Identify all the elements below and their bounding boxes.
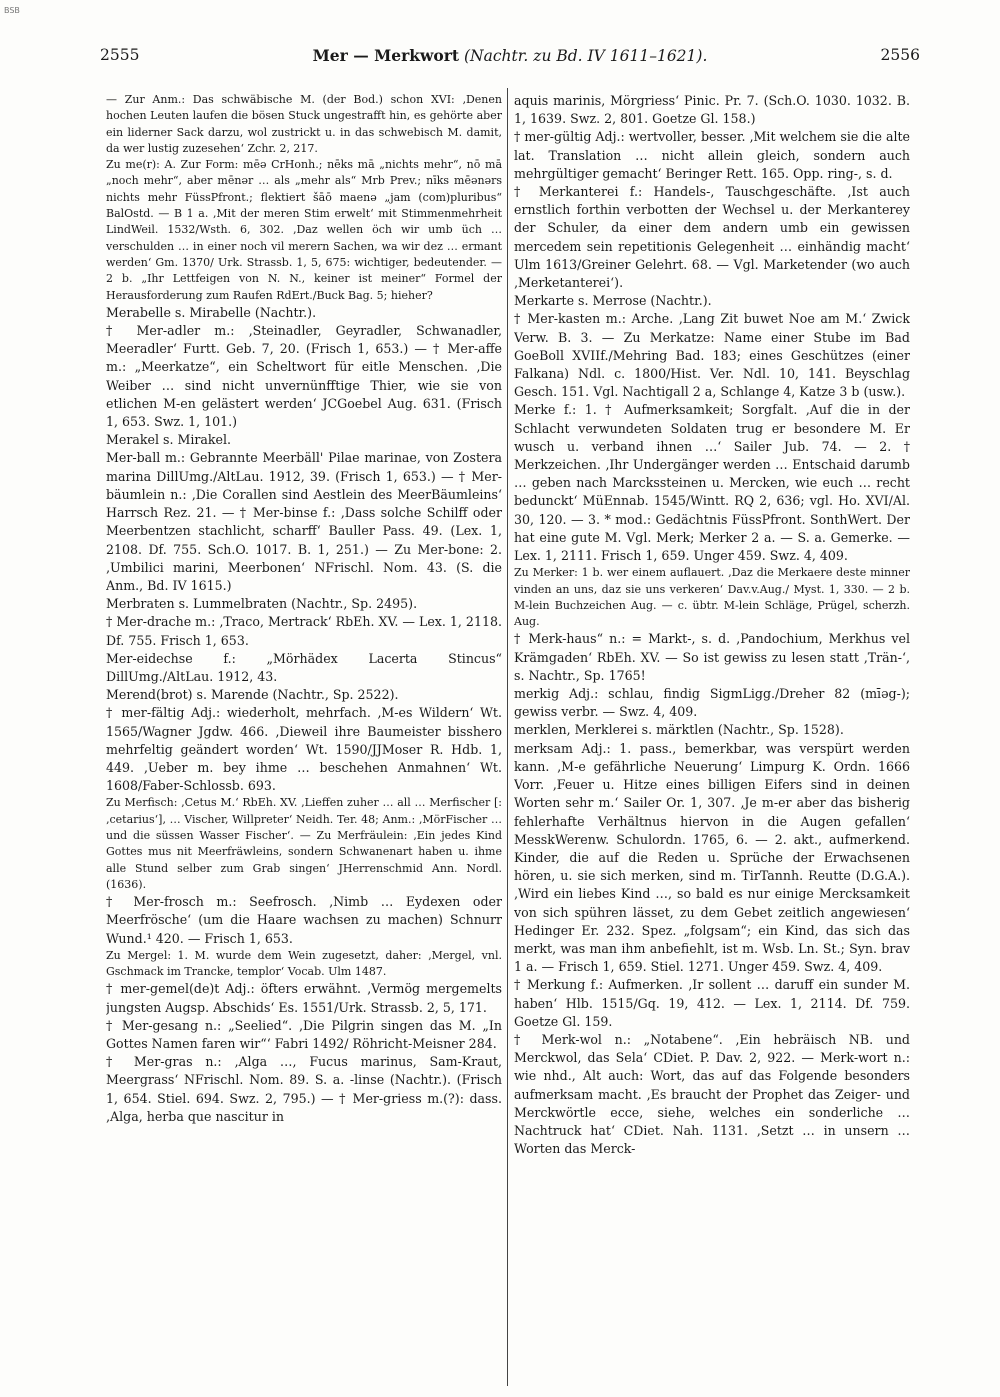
library-stamp: BSB (4, 6, 20, 15)
dictionary-entry: Merakel s. Mirakel. (106, 432, 232, 448)
dictionary-entry: Zu me(r): A. Zur Form: mēə CrHonh.; nēks mā „nichts mehr“, nō mā „noch mehr“, aber mēnər … als „mehr als“ Mrb Prev.; nīks mēənərs nichts mehr FüssPfront.; flektiert šāō maenə „jam (com)pluribus“ BalOstd. — B 1 a. ‚Mit der meren Stim erwelt‘ mit Stimmenmehrheit LindWeil. 1532/Wsth. 6, 302. ‚Daz wellen öch wir umb üch … verschulden … in einer noch vil merern Sachen, wa wir dez … ermant werden‘ Gm. 1370/ Urk. Strassb. 1, 5, 675: wichtiger, bedeutender. — 2 b. „Ihr Lettfeigen von N. N., keiner ist meiner“ Formel der Herausforderung zum Raufen RdErt./Buck Bag. 5; hieher? (106, 158, 502, 302)
dictionary-entry: † Mer-frosch m.: Seefrosch. ‚Nimb … Eydexen oder Meerfrösche‘ (um die Haare wachsen zu machen) Schnurr Wund.¹ 420. — Frisch 1, 653. (106, 894, 502, 946)
dictionary-entry: Merabelle s. Mirabelle (Nachtr.). (106, 304, 317, 320)
dictionary-entry: † mer-gemel(de)t Adj.: öfters erwähnt. ‚Vermög mergemelts jungsten Augsp. Abschids‘ Es. 1551/Urk. Strassb. 2, 5, 171. (106, 981, 502, 1015)
dictionary-entry: — Zur Anm.: Das schwäbische M. (der Bod.) schon XVI: ‚Denen hochen Leuten laufen die bösen Stuck ungestrafft hin, es gehörte aber ein liderner Sack darzu, wol zustrickt u. in das schwebisch M. damit, da wer lustig zuzesehen‘ Zchr. 2, 217. (106, 93, 502, 155)
dictionary-entry: Merke f.: 1. † Aufmerksamkeit; Sorgfalt. ‚Auf die in der Schlacht verwundeten Soldaten trug er besondere M. Er wusch u. verband ihnen …‘ Sailer Jub. 74. — 2. † Merkzeichen. ‚Ihr Undergänger werden … Entschaid darumb … geben nach Marckssteinen u. Mercken, wie euch … recht bedunckt‘ MüEnnab. 1545/Wintt. RQ 2, 636; vgl. Ho. XVI/Al. 30, 120. — 3. * mod.: Gedächtnis FüssPfront. SonthWert. Der hat eine gute M. Vgl. Merk; Merker 2 a. — S. a. Gemerke. — Lex. 1, 2111. Frisch 1, 659. Unger 459. Swz. 4, 409. (514, 402, 910, 564)
dictionary-entry: merksam Adj.: 1. pass., bemerkbar, was verspürt werden kann. ‚M-e gefährliche Neuerung‘ Limpurg K. Ordn. 1666 Vorr. ‚Feuer u. Hitze eines billigen Eifers sind in deinen Worten sehr m.‘ Sailer Or. 1, 307. ‚Je m-er aber das bisherig fehlerhafte Verhältnus hiervon in die Augen gefallen‘ MesskWerenw. Schulordn. 1765, 6. — 2. akt., aufmerkend. Kinder, die auf die Reden u. Sprüche der Erwachsenen hören, u. sie sich merken, sind m. TirTannh. Reutte (D.G.A.). ‚Wird ein liebes Kind …, so bald es nur einige Mercksamkeit von sich spühren lässet, zu dem Gebet zeitlich angewiesen‘ Hedinger Er. 232. Spez. „folgsam“; ein Kind, das sich das merkt, was man ihm anbefiehlt, ist m. Wsb. Ln. St.; Syn. brav 1 a. — Frisch 1, 659. Stiel. 1271. Unger 459. Swz. 4, 409. (514, 740, 910, 975)
dictionary-entry: aquis marinis, Mörgriess‘ Pinic. Pr. 7. (Sch.O. 1030. 1032. B. 1, 1639. Swz. 2, 801. Goetze Gl. 158.) (514, 93, 910, 127)
dictionary-entry: † Mer-drache m.: ‚Traco, Mertrack‘ RbEh. XV. — Lex. 1, 2118. Df. 755. Frisch 1, 653. (106, 614, 502, 648)
dictionary-entry: Merbraten s. Lummelbraten (Nachtr., Sp. 2495). (106, 596, 418, 612)
dictionary-entry: † Merk-wol n.: „Notabene“. ‚Ein hebräisch NB. und Merckwol, das Sela‘ CDiet. P. Dav. 2, 922. — Merk-wort n.: wie nhd., Alt auch: Wort, das auf das Folgende besonders aufmerksam macht. ‚Es braucht der Prophet das Zeiger- und Merckwörtle ecce, siehe, welches ein sonderliche … Nachtruck hat‘ CDiet. Nah. 1131. ‚Setzt … in unsern … Worten das Merck- (514, 1031, 910, 1157)
dictionary-entry: Mer-eidechse f.: „Mörhädex Lacerta Stincus“ DillUmg./AltLau. 1912, 43. (106, 650, 502, 684)
running-title (100, 46, 920, 65)
dictionary-entry: Zu Mergel: 1. M. wurde dem Wein zugesetzt, daher: ‚Mergel, vnl. Gschmack im Trancke, templor‘ Vocab. Ulm 1487. (106, 948, 502, 979)
dictionary-entry: merklen, Merklerei s. märktlen (Nachtr., Sp. 1528). (514, 722, 844, 738)
column-divider (507, 88, 508, 1386)
page-header (100, 46, 920, 68)
dictionary-entry: † Mer-gesang n.: „Seelied“. ‚Die Pilgrin singen das M. „In Gottes Namen faren wir“‘ Fabri 1492/ Röhricht-Meisner 284. (106, 1017, 502, 1051)
dictionary-entry: Mer-ball m.: Gebrannte Meerbäll' Pilae marinae, von Zostera marina DillUmg./AltLau. 1912, 39. (Frisch 1, 653.) — † Mer-bäumlein n.: ‚Die Corallen sind Aestlein des MeerBäumleins‘ Harrsch Rez. 21. — † Mer-binse f.: ‚Dass solche Schilff oder Meerbentzen stachlicht, scharff‘ Bauller Pass. 49. (Lex. 1, 2108. Df. 755. Sch.O. 1017. B. 1, 251.) — Zu Mer-bone: 2. ‚Umbilici marini, Meerbonen‘ NFrischl. Nom. 43. (S. die Anm., Bd. IV 1615.) (106, 450, 502, 593)
dictionary-entry: † Merkung f.: Aufmerken. ‚Ir sollent … daruff ein sunder M. haben‘ Hlb. 1515/Gq. 19, 412. — Lex. 1, 2114. Df. 759. Goetze Gl. 159. (514, 977, 910, 1029)
running-subtitle: (Nachtr. zu Bd. IV 1611–1621). (463, 47, 708, 65)
dictionary-entry: † Merk-haus“ n.: = Markt-, s. d. ‚Pandochium, Merkhus vel Krämgaden‘ RbEh. XV. — So ist gewiss zu lesen statt ‚Trän-‘, s. Nachtr., Sp. 1765! (514, 631, 910, 683)
dictionary-entry: Zu Merfisch: ‚Cetus M.‘ RbEh. XV. ‚Lieffen zuher … all … Merfischer [:‚cetarius‘], … Vischer, Willpreter‘ Neidh. Ter. 48; Anm.: ‚MörFischer … und die süssen Wasser Fischer‘. — Zu Merfräulein: ‚Ein jedes Kind Gottes mus nit Meerfräwleins, sondern Schwanenart haben u. ihme alle Stund selber zum Grab singen‘ JHerrenschmid Ann. Nordl. (1636). (106, 796, 502, 891)
dictionary-entry: Merkarte s. Merrose (Nachtr.). (514, 293, 712, 309)
dictionary-entry: † Merkanterei f.: Handels-, Tauschgeschäfte. ‚Ist auch ernstlich forthin verbotten der Wechsel u. der Merkanterey der Schuler, da einer dem andern umb ein gewissen mercedem sein repetitionis Gelegenheit … einhändig macht‘ Ulm 1613/Greiner Gelehrt. 68. — Vgl. Marketender (wo auch ‚Merketanterei‘). (514, 184, 910, 291)
dictionary-entry: † Mer-kasten m.: Arche. ‚Lang Zit buwet Noe am M.‘ Zwick Verw. B. 3. — Zu Merkatze: Name einer Stube im Bad GoeBoll XVIIf./Mehring Bad. 183; eines Geschützes (einer Falkana) Ndl. c. 1800/Hist. Ver. Ndl. 10, 141. Beyschlag Gesch. 151. Vgl. Nachtigall 2 a, Schlange 4, Katze 3 b (usw.). (514, 311, 910, 400)
page-number-left: 2555 (100, 46, 140, 64)
dictionary-entry: Zu Merker: 1 b. wer einem auflauert. ‚Daz die Merkaere deste minner vinden an uns, daz sie uns verkeren‘ Dav.v.Aug./ Myst. 1, 330. — 2 b. M-lein Buchzeichen Aug. — c. übtr. M-lein Schläge, Prügel, scherzh. Aug. (514, 566, 910, 629)
dictionary-entry: † Mer-gras n.: ‚Alga …, Fucus marinus, Sam-Kraut, Meergrass‘ NFrischl. Nom. 89. S. a. -linse (Nachtr.). (Frisch 1, 654. Stiel. 694. Swz. 2, 795.) — † Mer-griess m.(?): dass. ‚Alga, herba que nascitur in (106, 1054, 502, 1124)
dictionary-entry: Merend(brot) s. Marende (Nachtr., Sp. 2522). (106, 687, 399, 703)
right-column (514, 92, 910, 1387)
dictionary-entry: merkig Adj.: schlau, findig SigmLigg./Dreher 82 (mīəg-); gewiss verbr. — Swz. 4, 409. (514, 686, 910, 720)
dictionary-entry: † Mer-adler m.: ‚Steinadler, Geyradler, Schwanadler, Meeradler‘ Furtt. Geb. 7, 20. (Frisch 1, 653.) — † Mer-affe m.: „Meerkatze“, ein Scheltwort für eitle Menschen. ‚Die Weiber … sind nicht unvernünfftige Thier, wie sie von etlichen M-en gelästert werden‘ JCGoebel Aug. 631. (Frisch 1, 653. Swz. 1, 101.) (106, 323, 502, 430)
page-number-right: 2556 (880, 46, 920, 64)
dictionary-entry: † mer-fältig Adj.: wiederholt, mehrfach. ‚M-es Wildern‘ Wt. 1565/Wagner Jgdw. 466. ‚Dieweil ihre Baumeister bisshero mehrfeltig geändert worden‘ Wt. 1590/JJMoser R. Hdb. 1, 449. ‚Ueber m. bey ihme … beschehen Anmahnen‘ Wt. 1608/Faber-Schlossb. 693. (106, 705, 502, 794)
left-column (106, 92, 502, 1387)
running-headword: Mer — Merkwort (312, 46, 460, 65)
dictionary-entry: † mer-gültig Adj.: wertvoller, besser. ‚Mit welchem sie die alte lat. Translation … nicht allein gleich, sondern auch mehrgültiger gemacht‘ Beringer Rett. 165. Opp. ring-, s. d. (514, 129, 910, 181)
